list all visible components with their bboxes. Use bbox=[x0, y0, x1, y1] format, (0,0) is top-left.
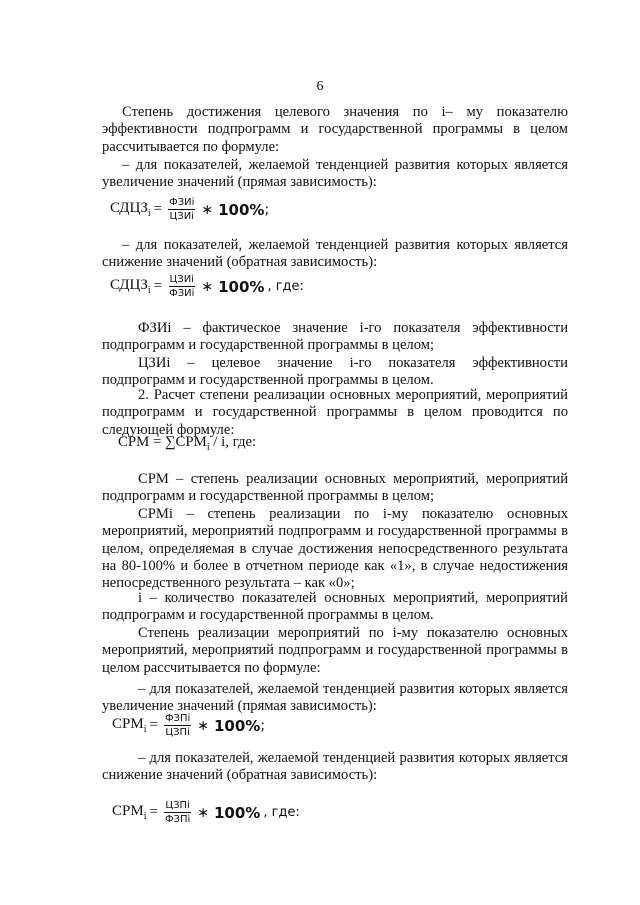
tszi-definition: ЦЗИi – целевое значение i-го показателя эффективности подпрограмм и государственной программы в целом. bbox=[102, 355, 568, 389]
page-number: 6 bbox=[316, 79, 324, 94]
i-definition: i – количество показателей основных мероприятий, мероприятий подпрограмм и государственной программы в целом. bbox=[102, 590, 568, 624]
multiply-sign: ∗ bbox=[197, 717, 209, 734]
formula-srmi-inverse: $СРМ_i$ = $\frac{\text{ЦЗПi}}{\text{ФЗПi}}$ ∗ 100% , где: bbox=[112, 800, 300, 825]
fraction-numerator: ЦЗИi bbox=[169, 274, 194, 285]
formula-srm-sum: СРМ = $\sum СРМ_i$ / i, где: bbox=[118, 434, 257, 453]
srm-definition: СРМ – степень реализации основных мероприятий, мероприятий подпрограмм и государственной программы в целом; bbox=[102, 471, 568, 505]
formula-sdtsz-direct: $СДЦЗ_i$ = $\frac{\text{ФЗИi}}{\text{ЦЗИi}}$ ∗ 100% ; bbox=[110, 197, 270, 222]
percent-value: 100% bbox=[218, 200, 265, 219]
fraction-numerator: ФЗПi bbox=[164, 713, 191, 724]
formula-lhs: $СДЦЗ_i$ bbox=[110, 200, 151, 219]
fraction-denominator: ЦЗИi bbox=[169, 211, 194, 222]
fraction-denominator: ФЗИi bbox=[169, 288, 195, 299]
formula-srmi-direct: $СРМ_i$ = $\frac{\text{ФЗПi}}{\text{ЦЗПi}}$ ∗ 100% ; bbox=[112, 713, 266, 738]
multiply-sign: ∗ bbox=[197, 804, 209, 821]
fraction bbox=[168, 196, 195, 223]
fraction bbox=[168, 273, 195, 300]
multiply-sign: ∗ bbox=[201, 201, 214, 218]
intro-paragraph: Степень достижения целевого значения по i– му показателю эффективности подпрограмм и государственной программы в целом рассчитывается по формуле: bbox=[102, 104, 568, 155]
direct-dependency-paragraph-2: – для показателей, желаемой тенденцией развития которых является увеличение значений (прямая зависимость): bbox=[102, 681, 568, 715]
measures-paragraph: Степень реализации мероприятий по i-му показателю основных мероприятий, мероприятий подпрограмм и государственной программы в целом рассчитывается по формуле: bbox=[102, 625, 568, 676]
formula-lhs: $СРМ_i$ bbox=[112, 803, 147, 822]
fraction bbox=[164, 712, 191, 739]
percent-value: 100% bbox=[214, 803, 261, 822]
formula-sdtsz-inverse: $СДЦЗ_i$ = $\frac{\text{ЦЗИi}}{\text{ФЗИi}}$ ∗ 100% , где: bbox=[110, 274, 304, 299]
fraction-numerator: ЦЗПi bbox=[165, 800, 190, 811]
inverse-dependency-paragraph: – для показателей, желаемой тенденцией развития которых является снижение значений (обратная зависимость): bbox=[102, 237, 568, 271]
percent-value: 100% bbox=[214, 716, 261, 735]
srmi-definition: СРМi – степень реализации по i-му показателю основных мероприятий, мероприятий подпрограмм и государственной программы в целом, определяемая в случае достижения непосредственного результата на 80-100% и более в отчетном периоде как «1», в случае недостижения непосредственного результата – как «0»; bbox=[102, 506, 568, 592]
multiply-sign: ∗ bbox=[201, 278, 214, 295]
fraction bbox=[164, 799, 191, 826]
fraction-denominator: ФЗПi bbox=[164, 814, 191, 825]
percent-value: 100% bbox=[218, 277, 265, 296]
fzi-definition: ФЗИi – фактическое значение i-го показателя эффективности подпрограмм и государственной программы в целом; bbox=[102, 320, 568, 354]
fraction-numerator: ФЗИi bbox=[169, 197, 195, 208]
fraction-denominator: ЦЗПi bbox=[165, 727, 190, 738]
section-2-paragraph: 2. Расчет степени реализации основных мероприятий, мероприятий подпрограмм и государственной программы в целом проводится по следующей формуле: bbox=[102, 387, 568, 438]
formula-lhs: $СДЦЗ_i$ bbox=[110, 277, 151, 296]
direct-dependency-paragraph: – для показателей, желаемой тенденцией развития которых является увеличение значений (прямая зависимость): bbox=[102, 157, 568, 191]
formula-lhs: $СРМ_i$ bbox=[112, 716, 147, 735]
inverse-dependency-paragraph-2: – для показателей, желаемой тенденцией развития которых является снижение значений (обратная зависимость): bbox=[102, 750, 568, 784]
